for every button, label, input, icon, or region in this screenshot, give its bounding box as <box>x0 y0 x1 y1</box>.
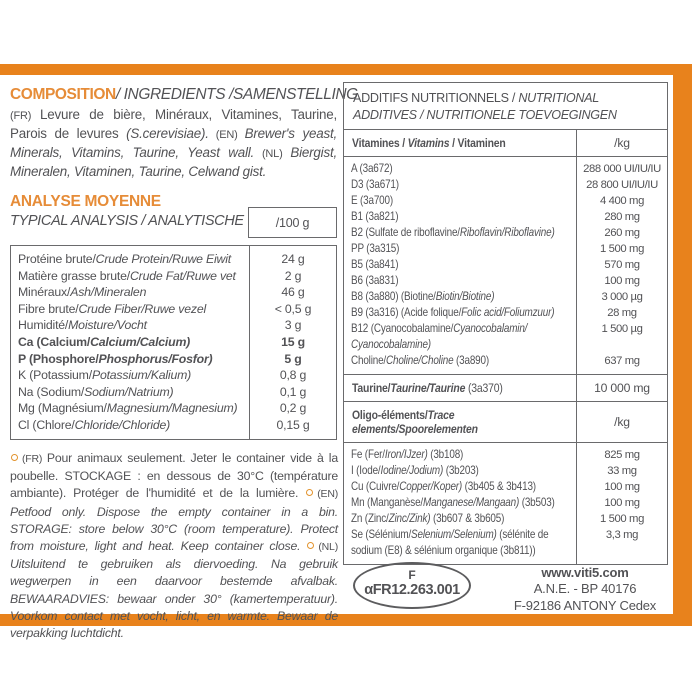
vitamin-row-value: 1 500 µg <box>601 323 643 335</box>
vitamin-row <box>344 321 667 353</box>
composition-fr-text: Levure de bière, Minéraux, Vitamines, Taurine, Parois de levures <box>10 107 338 141</box>
vitamin-row-value: 28 800 UI/IU/IU <box>586 179 658 191</box>
vitamin-row-label: B6 (3a831) <box>344 273 577 289</box>
vitamin-row-label: B5 (3a841) <box>344 257 577 273</box>
analysis-row-label: Mg (Magnésium/Magnesium/Magnesium) <box>11 400 250 417</box>
vitamin-row-label: PP (3a315) <box>344 241 577 257</box>
trace-unit: /kg <box>614 415 630 429</box>
vitamins-section-label: Vitamines / Vitamins / Vitaminen <box>344 130 577 156</box>
analysis-row <box>11 284 336 301</box>
analysis-row-value: 0,8 g <box>279 368 307 383</box>
trace-row-label: Se (Sélénium/​Selenium/​Selenium) (sélénite de sodium (E8) & sélénium organique (3b811)) <box>344 527 577 564</box>
vitamin-row <box>344 289 667 305</box>
analysis-row-value: 46 g <box>281 285 305 300</box>
storage-en-text: Petfood only. Dispose the empty container in a bin. STORAGE: store below 30°C (room temperature). Protect from moisture, light and heat. Keep container close. <box>10 504 338 554</box>
analysis-row <box>11 351 336 368</box>
vitamin-row-value: 280 mg <box>604 211 640 223</box>
vitamin-row <box>344 353 667 374</box>
lang-label-en: (EN) <box>208 129 245 141</box>
vitamin-row-label: E (3a700) <box>344 193 577 209</box>
analysis-row-value: 3 g <box>284 318 302 333</box>
vitamin-row <box>344 177 667 193</box>
analysis-row-label: P (Phosphore/Phosphorus/Fosfor) <box>11 351 250 368</box>
composition-en-text: Brewer's yeast, Minerals, Vitamins, Taurine, Yeast wall. <box>10 126 337 160</box>
analysis-row <box>11 317 336 334</box>
analysis-table <box>10 245 337 440</box>
vitamin-row-value: 4 400 mg <box>600 195 644 207</box>
trace-section-header <box>344 402 667 443</box>
trace-row <box>344 527 667 564</box>
vitamin-row <box>344 209 667 225</box>
vitamin-row <box>344 193 667 209</box>
bullet-icon <box>307 542 314 549</box>
manufacturer-address <box>495 565 675 614</box>
analysis-row-label: Protéine brute/Crude Protein/Ruwe Eiwit <box>11 246 250 268</box>
analysis-row-label: Cl (Chlore/Chloride/Chloride) <box>11 417 250 439</box>
vitamin-row-value: 28 mg <box>607 307 637 319</box>
composition-species: (S.cerevisiae). <box>126 126 209 141</box>
composition-body <box>10 106 337 181</box>
analysis-row-value: 24 g <box>281 252 305 266</box>
composition-title: COMPOSITION <box>10 86 116 103</box>
analysis-row-label: Matière grasse brute/Crude Fat/Ruwe vet <box>11 268 250 285</box>
additives-table <box>343 82 668 565</box>
analysis-row-label: K (Potassium/Potassium/Kalium) <box>11 367 250 384</box>
analysis-row <box>11 268 336 285</box>
trace-row-value: 1 500 mg <box>600 513 644 525</box>
trace-row-label: Mn (Manganèse/​Manganese/​Mangaan) (3b503) <box>344 495 577 511</box>
vitamin-row-label: Choline/​Choline/​Choline (3a890) <box>344 353 577 374</box>
analysis-unit-header: /100 g <box>248 207 337 238</box>
trace-row-value: 100 mg <box>604 481 640 493</box>
additives-header <box>344 83 667 130</box>
trace-row-label: Cu (Cuivre/​Copper/​Koper) (3b405 & 3b413) <box>344 479 577 495</box>
analysis-row-value: 0,1 g <box>279 384 307 399</box>
vitamin-row-label: A (3a672) <box>344 157 577 177</box>
vitamin-row <box>344 257 667 273</box>
frame-top-bar <box>0 64 692 75</box>
analysis-row-label: Fibre brute/Crude Fiber/Ruwe vezel <box>11 301 250 318</box>
analysis-row-label: Minéraux/Ash/Mineralen <box>11 284 250 301</box>
analysis-row <box>11 384 336 401</box>
vitamin-row-label: B12 (Cyanocobalamine/​Cyanocobalamin/​Cyanocobalamine) <box>344 321 577 353</box>
website-url: www.viti5.com <box>541 565 629 580</box>
vitamin-row-label: B1 (3a821) <box>344 209 577 225</box>
lang-label-nl: (NL) <box>318 541 338 554</box>
vitamin-row <box>344 157 667 177</box>
trace-row-value: 33 mg <box>607 465 637 477</box>
analysis-subtitle: TYPICAL ANALYSIS / ANALYTISCHE <box>10 213 244 229</box>
analysis-row <box>11 301 336 318</box>
vitamin-row-value: 3 000 µg <box>601 291 643 303</box>
additives-header-fr: ADDITIFS NUTRITIONNELS / <box>353 91 519 105</box>
storage-nl-text: Uitsluitend te gebruiken als diervoeding. Na gebruik wegwerpen in een daarvoor bestemde afvalbak. BEWAARADVIES: bewaar onder 30° (kamertemperatuur). Voorkom contact met vocht, licht, en warmte. Bewaar de verpakking luchtdicht. <box>10 557 338 641</box>
analysis-row <box>11 400 336 417</box>
vitamin-row-value: 637 mg <box>604 355 640 367</box>
analysis-row-value: 0,15 g <box>276 417 310 432</box>
storage-instructions <box>10 450 338 642</box>
lang-label-fr: (FR) <box>22 453 47 465</box>
storage-fr-text: Pour animaux seulement. Jeter le container vide à la poubelle. STOCKAGE : en dessous de 30°C (température ambiante). Protéger de l'humidité et de la lumière. <box>10 451 338 501</box>
lang-label-fr: (FR) <box>10 110 41 122</box>
analysis-row-label: Na (Sodium/Sodium/Natrium) <box>11 384 250 401</box>
analysis-row-label: Ca (Calcium/Calcium/Calcium) <box>11 334 250 351</box>
stamp-approval-number: αFR12.263.001 <box>364 582 460 598</box>
analysis-row-value: 2 g <box>284 268 302 283</box>
composition-heading <box>10 86 358 104</box>
analysis-row-value: 15 g <box>281 334 305 349</box>
trace-row-label: I (Iode/​Iodine/​Jodium) (3b203) <box>344 463 577 479</box>
trace-row <box>344 479 667 495</box>
trace-row-value: 100 mg <box>604 497 640 509</box>
vitamin-row <box>344 273 667 289</box>
vitamin-row-value: 570 mg <box>604 259 640 271</box>
taurine-row <box>344 375 667 402</box>
analysis-title: ANALYSE MOYENNE <box>10 193 161 210</box>
vitamin-row-value: 260 mg <box>604 227 640 239</box>
analysis-row-label: Humidité/Moisture/Vocht <box>11 317 250 334</box>
trace-section-label: Oligo-éléments/Trace elements/Spoorelementen <box>344 402 577 442</box>
trace-row-label: Fe (Fer/​Iron/​IJzer) (3b108) <box>344 443 577 463</box>
additives-header-translations: NUTRITIONAL ADDITIVES / NUTRITIONELE TOEVOEGINGEN <box>353 91 617 122</box>
bullet-icon <box>306 489 313 496</box>
analysis-row <box>11 367 336 384</box>
vitamins-section-header <box>344 130 667 157</box>
frame-right-bar <box>673 64 692 626</box>
composition-title-translations: / INGREDIENTS /SAMENSTELLING <box>115 86 358 103</box>
trace-row <box>344 511 667 527</box>
vitamin-row <box>344 225 667 241</box>
approval-stamp-oval <box>353 562 471 609</box>
analysis-row-value: 0,2 g <box>279 401 307 416</box>
vitamin-row-value: 1 500 mg <box>600 243 644 255</box>
vitamin-row-value: 288 000 UI/IU/IU <box>583 163 661 175</box>
vitamin-row <box>344 305 667 321</box>
stamp-country-code: F <box>408 568 416 582</box>
taurine-value: 10 000 mg <box>594 381 650 395</box>
trace-rows <box>344 443 667 564</box>
address-line1: A.N.E. - BP 40176 <box>533 581 637 597</box>
trace-row <box>344 495 667 511</box>
address-line2: F-92186 ANTONY Cedex <box>513 597 657 613</box>
analysis-row <box>11 417 336 439</box>
analysis-row <box>11 334 336 351</box>
lang-label-nl: (NL) <box>254 148 291 160</box>
trace-row-value: 825 mg <box>604 449 640 461</box>
vitamin-row-label: B9 (3a316) (Acide folique/​Folic acid/​Foliumzuur) <box>344 305 577 321</box>
trace-row <box>344 443 667 463</box>
vitamin-row-label: B8 (3a880) (Biotine/​Biotin/​Biotine) <box>344 289 577 305</box>
composition-nl-text: Biergist, Mineralen, Vitaminen, Taurine, Celwand gist. <box>10 145 337 179</box>
trace-row-value: 3,3 mg <box>605 529 639 541</box>
bullet-icon <box>11 454 18 461</box>
vitamins-rows <box>344 157 667 375</box>
vitamin-row <box>344 241 667 257</box>
analysis-row-value: 5 g <box>284 351 302 366</box>
trace-row-label: Zn (Zinc/​Zinc/​Zink) (3b607 & 3b605) <box>344 511 577 527</box>
analysis-row-value: < 0,5 g <box>274 301 312 316</box>
trace-row <box>344 463 667 479</box>
analysis-row <box>11 246 336 268</box>
vitamins-unit: /kg <box>614 136 630 150</box>
vitamin-row-label: D3 (3a671) <box>344 177 577 193</box>
vitamin-row-label: B2 (Sulfate de riboflavine/​Riboflavin/​Riboflavine) <box>344 225 577 241</box>
taurine-label: Taurine/Taurine/Taurine (3a370) <box>344 375 577 401</box>
lang-label-en: (EN) <box>317 488 338 501</box>
vitamin-row-value: 100 mg <box>604 275 640 287</box>
